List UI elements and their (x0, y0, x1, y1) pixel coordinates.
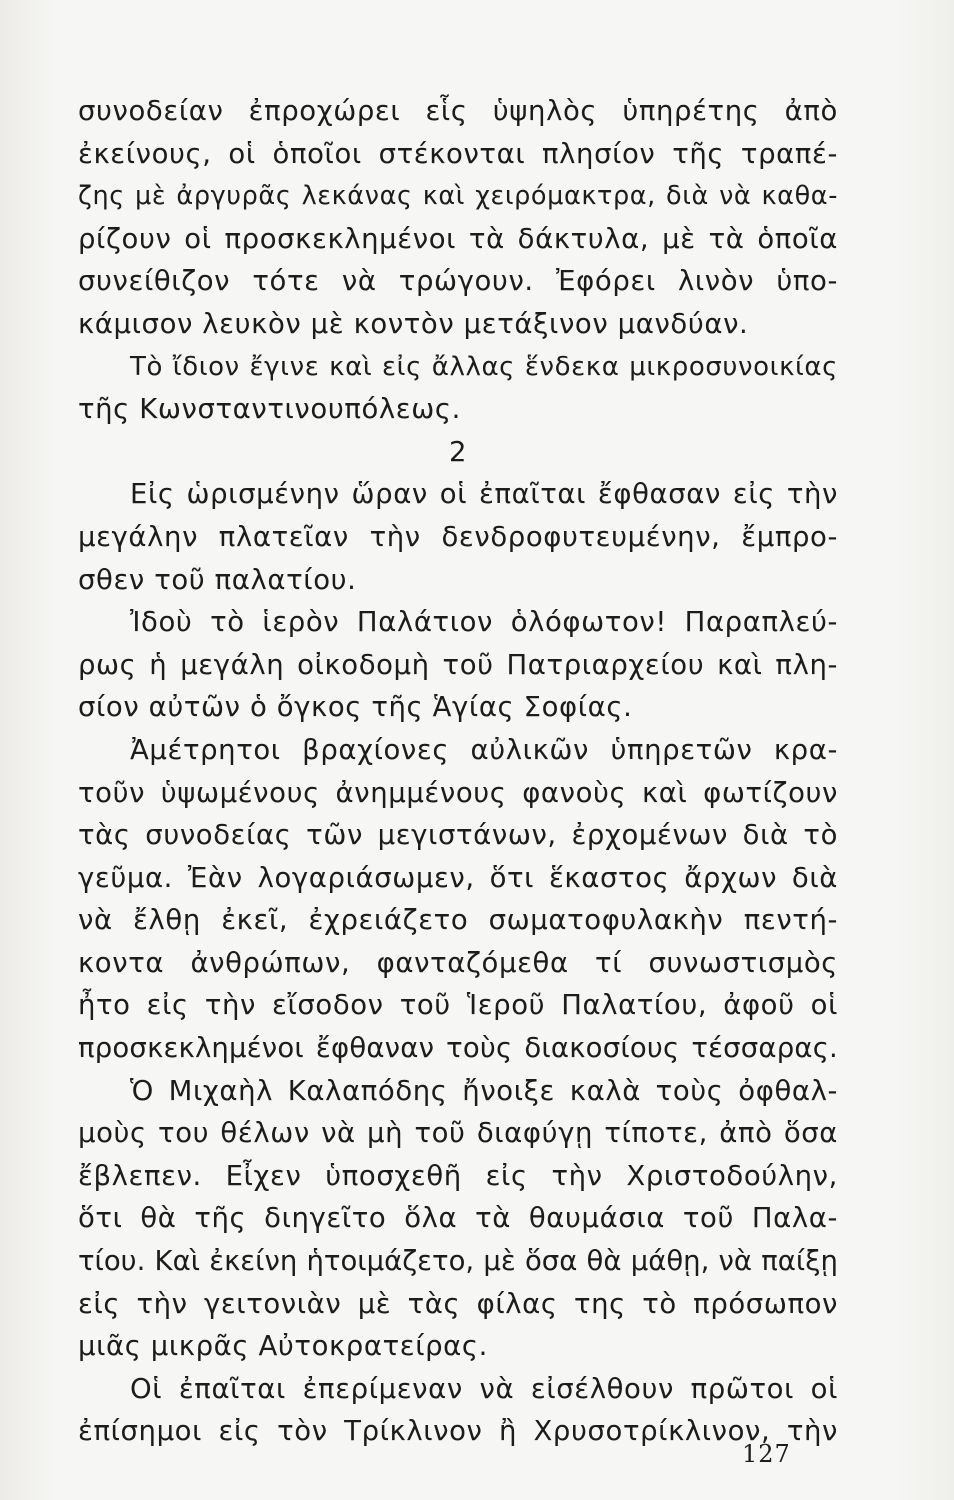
text-line: κάμισον λευκὸν μὲ κοντὸν μετάξινον μανδύαν. (78, 307, 749, 340)
text-line: ἐπίσημοι εἰς τὸν Τρίκλινον ἢ Χρυσοτρίκλινον, τὴν (78, 1415, 838, 1448)
text-line: ζης μὲ ἀργυρᾶς λεκάνας καὶ χειρόμακτρα, διὰ νὰ καθα- (78, 181, 838, 212)
text-line: μιᾶς μικρᾶς Αὐτοκρατείρας. (78, 1330, 488, 1363)
text-line: Ἀμέτρητοι βραχίονες αὐλικῶν ὑπηρετῶν κρα- (130, 733, 838, 766)
text-line: συνείθιζον τότε νὰ τρώγουν. Ἐφόρει λινὸν ὑπο- (78, 265, 838, 298)
text-line: εἰς τὴν γειτονιὰν μὲ τὰς φίλας της τὸ πρόσωπον (78, 1287, 838, 1320)
section-number: 2 (448, 435, 468, 468)
text-line: μοὺς του θέλων νὰ μὴ τοῦ διαφύγῃ τίποτε, ἀπὸ ὅσα (78, 1117, 838, 1150)
text-line: σίον αὐτῶν ὁ ὄγκος τῆς Ἁγίας Σοφίας. (78, 691, 633, 724)
text-line: Οἱ ἐπαῖται ἐπερίμεναν νὰ εἰσέλθουν πρῶτοι οἱ (130, 1372, 838, 1405)
text-line: κοντα ἀνθρώπων, φανταζόμεθα τί συνωστισμὸς (78, 946, 838, 979)
text-line: ρως ἡ μεγάλη οἰκοδομὴ τοῦ Πατριαρχείου καὶ πλη- (78, 648, 838, 681)
text-line: ἐκείνους, οἱ ὁποῖοι στέκονται πλησίον τῆς τραπέ- (78, 137, 838, 170)
text-line: νὰ ἔλθῃ ἐκεῖ, ἐχρειάζετο σωματοφυλακὴν πεντή- (78, 904, 838, 937)
body-text (78, 90, 838, 1453)
text-line: τὰς συνοδείας τῶν μεγιστάνων, ἐρχομένων διὰ τὸ (78, 819, 838, 852)
text-line: ἔβλεπεν. Εἶχεν ὑποσχεθῆ εἰς τὴν Χριστοδούλην, (78, 1159, 838, 1192)
text-line: Εἰς ὡρισμένην ὥραν οἱ ἐπαῖται ἔφθασαν εἰς τὴν (130, 478, 838, 511)
page-number: 127 (742, 1440, 791, 1468)
text-line: συνοδείαν ἐπροχώρει εἷς ὑψηλὸς ὑπηρέτης ἀπὸ (78, 95, 838, 127)
text-line: ὅτι θὰ τῆς διηγεῖτο ὅλα τὰ θαυμάσια τοῦ Παλα- (78, 1202, 838, 1235)
text-line: προσκεκλημένοι ἔφθαναν τοὺς διακοσίους τέσσαρας. (78, 1032, 838, 1065)
text-line: Ἰδοὺ τὸ ἱερὸν Παλάτιον ὁλόφωτον! Παραπλεύ- (130, 606, 838, 639)
text-line: γεῦμα. Ἐὰν λογαριάσωμεν, ὅτι ἕκαστος ἄρχων διὰ (78, 861, 838, 894)
text-line: Τὸ ἴδιον ἔγινε καὶ εἰς ἄλλας ἕνδεκα μικροσυνοικίας (130, 351, 838, 382)
text-line: Ὁ Μιχαὴλ Καλαπόδης ἤνοιξε καλὰ τοὺς ὀφθαλ- (130, 1074, 838, 1107)
text-line: τοῦν ὑψωμένους ἀνημμένους φανοὺς καὶ φωτίζουν (78, 776, 838, 809)
text-line: τῆς Κωνσταντινουπόλεως. (78, 393, 461, 426)
text-line: ἦτο εἰς τὴν εἴσοδον τοῦ Ἱεροῦ Παλατίου, ἀφοῦ οἱ (78, 989, 838, 1022)
text-line: σθεν τοῦ παλατίου. (78, 563, 357, 596)
text-line: ρίζουν οἱ προσκεκλημένοι τὰ δάκτυλα, μὲ τὰ ὁποῖα (78, 222, 838, 255)
text-line: μεγάλην πλατεῖαν τὴν δενδροφυτευμένην, ἔμπρο- (78, 520, 838, 553)
text-line: τίου. Καὶ ἐκείνη ἡτοιμάζετο, μὲ ὅσα θὰ μάθῃ, νὰ παίξῃ (78, 1245, 838, 1278)
